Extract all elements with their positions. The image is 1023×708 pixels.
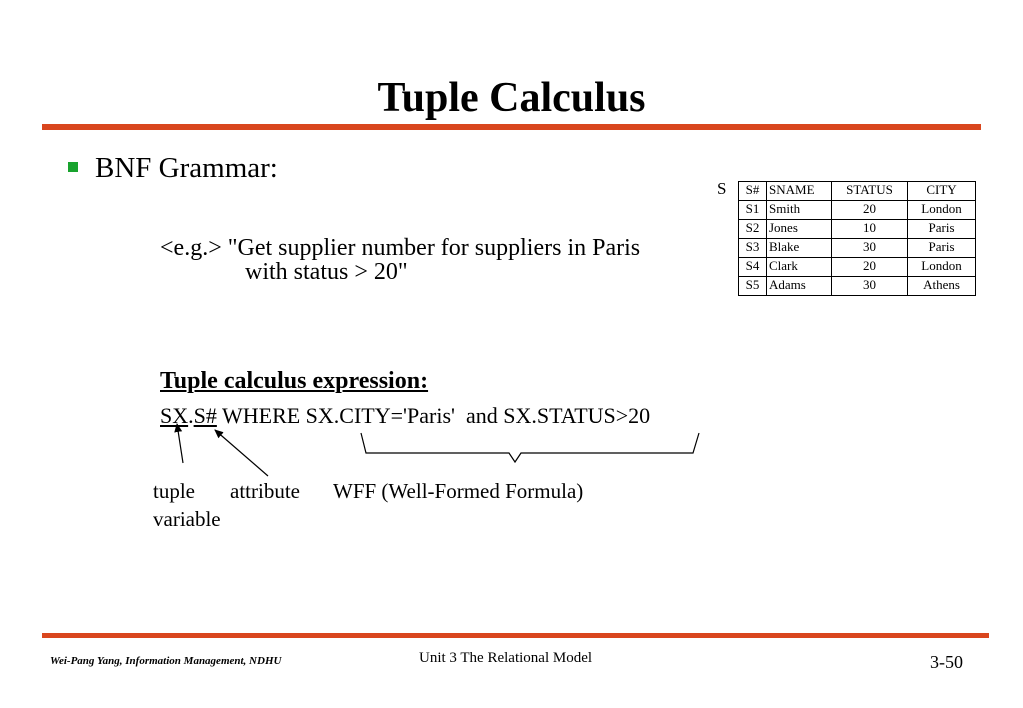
table-cell: 30	[832, 277, 908, 296]
table-cell: London	[908, 201, 976, 220]
table-row	[739, 258, 976, 277]
header-cell: S#	[739, 182, 767, 201]
footer-unit-title: Unit 3 The Relational Model	[419, 650, 593, 666]
supplier-relation-table	[738, 181, 976, 296]
header-cell: STATUS	[832, 182, 908, 201]
label-wff: WFF (Well-Formed Formula)	[333, 479, 584, 503]
label-tuple: tuple	[153, 479, 195, 503]
table-cell: Adams	[767, 277, 832, 296]
table-cell: 20	[832, 258, 908, 277]
table-cell: 20	[832, 201, 908, 220]
bullet-text: BNF Grammar:	[95, 152, 278, 184]
table-cell: S3	[739, 239, 767, 258]
table-row	[739, 201, 976, 220]
table-cell: S4	[739, 258, 767, 277]
table-cell: 30	[832, 239, 908, 258]
label-attribute: attribute	[230, 479, 300, 503]
tuple-variable: SX	[160, 403, 189, 428]
header-cell: CITY	[908, 182, 976, 201]
footer-author: Wei-Pang Yang, Information Management, NDHU	[50, 655, 282, 667]
example-line-1: <e.g.> "Get supplier number for suppliers in Paris	[160, 235, 641, 261]
table-row	[739, 239, 976, 258]
attribute-name: S#	[193, 403, 217, 428]
expression-dot: .	[188, 403, 194, 428]
header-cell: SNAME	[767, 182, 832, 201]
table-cell: Athens	[908, 277, 976, 296]
table-row	[739, 277, 976, 296]
example-line-2: with status > 20"	[245, 259, 408, 285]
table-cell: 10	[832, 220, 908, 239]
slide-title: Tuple Calculus	[377, 75, 646, 121]
table-cell: London	[908, 258, 976, 277]
table-cell: S1	[739, 201, 767, 220]
where-clause: WHERE SX.CITY='Paris' and SX.STATUS>20	[216, 403, 651, 428]
table-row	[739, 220, 976, 239]
table-cell: Smith	[767, 201, 832, 220]
attribute-arrow	[215, 430, 268, 476]
relation-name: S	[717, 179, 727, 198]
table-cell: Jones	[767, 220, 832, 239]
table-cell: S5	[739, 277, 767, 296]
table-header-row	[739, 182, 976, 201]
wff-brace	[361, 433, 699, 462]
expression-title: Tuple calculus expression:	[160, 368, 429, 394]
table-cell: Blake	[767, 239, 832, 258]
tuple-arrow	[177, 424, 183, 463]
page-number: 3-50	[930, 652, 963, 672]
table-cell: S2	[739, 220, 767, 239]
table-cell: Paris	[908, 220, 976, 239]
label-variable: variable	[153, 507, 221, 531]
table-cell: Clark	[767, 258, 832, 277]
footer-divider	[42, 633, 989, 638]
table-cell: Paris	[908, 239, 976, 258]
